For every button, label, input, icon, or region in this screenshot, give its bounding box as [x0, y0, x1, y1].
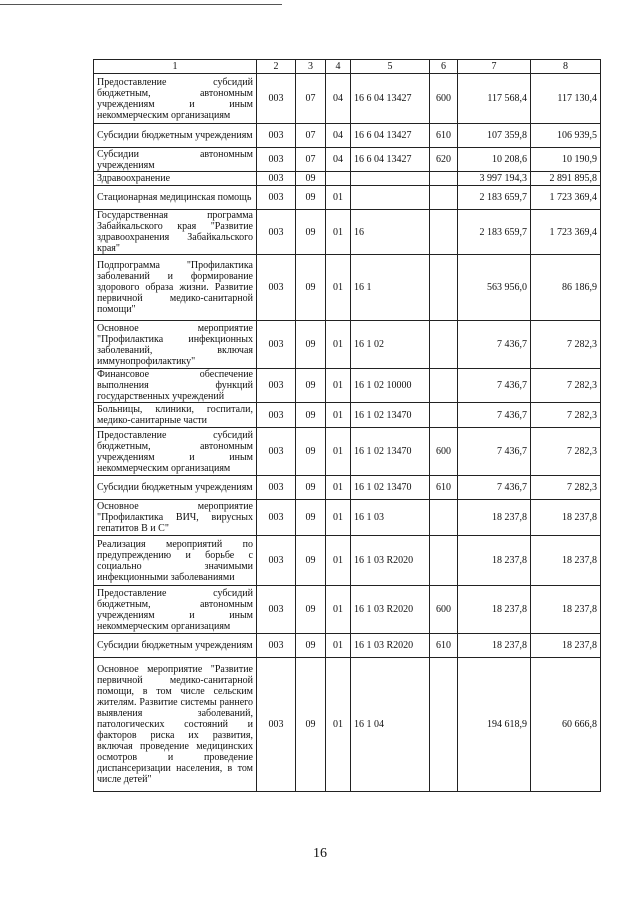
amount-cell: 18 237,8 — [531, 536, 601, 586]
table-row — [94, 586, 601, 634]
target-article-cell: 16 1 03 R2020 — [351, 536, 430, 586]
target-article-cell: 16 1 02 13470 — [351, 403, 430, 428]
section-cell: 09 — [296, 500, 326, 536]
code-cell: 003 — [257, 321, 296, 369]
row-name-cell: Основное мероприятие "Профилактика ВИЧ, вирусных гепатитов В и С" — [94, 500, 257, 536]
col-header: 6 — [430, 60, 458, 74]
expense-type-cell: 600 — [430, 74, 458, 124]
subsection-cell: 01 — [326, 658, 351, 792]
expense-type-cell — [430, 321, 458, 369]
code-cell: 003 — [257, 634, 296, 658]
subsection-cell: 04 — [326, 124, 351, 148]
row-name-cell: Субсидии бюджетным учреждениям — [94, 124, 257, 148]
amount-cell: 2 891 895,8 — [531, 172, 601, 186]
section-cell: 09 — [296, 403, 326, 428]
expense-type-cell: 610 — [430, 476, 458, 500]
amount-cell: 86 186,9 — [531, 255, 601, 321]
expense-type-cell — [430, 403, 458, 428]
amount-cell: 7 436,7 — [458, 369, 531, 403]
amount-cell: 18 237,8 — [458, 586, 531, 634]
row-name-cell: Реализация мероприятий по предупреждению и борьбе с социально значимыми инфекционными заболеваниями — [94, 536, 257, 586]
expense-type-cell — [430, 186, 458, 210]
row-name-cell: Подпрограмма "Профилактика заболеваний и формирование здорового образа жизни. Развитие первичной медико-санитарной помощи" — [94, 255, 257, 321]
amount-cell: 10 190,9 — [531, 148, 601, 172]
table-row — [94, 634, 601, 658]
table-row — [94, 658, 601, 792]
section-cell: 09 — [296, 321, 326, 369]
row-name-cell: Субсидии бюджетным учреждениям — [94, 634, 257, 658]
target-article-cell: 16 1 02 13470 — [351, 476, 430, 500]
section-cell: 09 — [296, 586, 326, 634]
expense-type-cell — [430, 536, 458, 586]
amount-cell: 7 282,3 — [531, 476, 601, 500]
table-row — [94, 321, 601, 369]
amount-cell: 18 237,8 — [458, 536, 531, 586]
subsection-cell: 01 — [326, 634, 351, 658]
expense-type-cell — [430, 172, 458, 186]
code-cell: 003 — [257, 255, 296, 321]
col-header: 4 — [326, 60, 351, 74]
top-rule — [0, 4, 282, 5]
code-cell: 003 — [257, 536, 296, 586]
page-number: 16 — [313, 846, 327, 861]
subsection-cell: 01 — [326, 210, 351, 255]
target-article-cell — [351, 186, 430, 210]
row-name-cell: Больницы, клиники, госпитали, медико-санитарные части — [94, 403, 257, 428]
subsection-cell: 04 — [326, 148, 351, 172]
table-row — [94, 255, 601, 321]
table-row — [94, 172, 601, 186]
amount-cell: 7 282,3 — [531, 369, 601, 403]
row-name-cell: Субсидии бюджетным учреждениям — [94, 476, 257, 500]
section-cell: 09 — [296, 658, 326, 792]
subsection-cell: 01 — [326, 428, 351, 476]
row-name-cell: Предоставление субсидий бюджетным, автономным учреждениям и иным некоммерческим организациям — [94, 74, 257, 124]
table-row — [94, 124, 601, 148]
amount-cell: 117 568,4 — [458, 74, 531, 124]
section-cell: 09 — [296, 634, 326, 658]
col-header: 5 — [351, 60, 430, 74]
subsection-cell — [326, 172, 351, 186]
row-name-cell: Здравоохранение — [94, 172, 257, 186]
amount-cell: 18 237,8 — [458, 634, 531, 658]
code-cell: 003 — [257, 74, 296, 124]
target-article-cell: 16 6 04 13427 — [351, 148, 430, 172]
row-name-cell: Предоставление субсидий бюджетным, автономным учреждениям и иным некоммерческим организациям — [94, 428, 257, 476]
table-row — [94, 148, 601, 172]
expense-type-cell — [430, 500, 458, 536]
amount-cell: 7 282,3 — [531, 321, 601, 369]
section-cell: 09 — [296, 369, 326, 403]
section-cell: 09 — [296, 536, 326, 586]
row-name-cell: Основное мероприятие "Развитие первичной медико-санитарной помощи, в том числе сельским жителям. Развитие системы раннего выявления заболеваний, патологических состояний и факторов риска их развития, включая проведение медицинских осмотров и проведение диспансеризации населения, в том числе детей" — [94, 658, 257, 792]
amount-cell: 106 939,5 — [531, 124, 601, 148]
amount-cell: 7 436,7 — [458, 403, 531, 428]
amount-cell: 18 237,8 — [531, 634, 601, 658]
col-header: 3 — [296, 60, 326, 74]
code-cell: 003 — [257, 369, 296, 403]
code-cell: 003 — [257, 403, 296, 428]
target-article-cell: 16 1 03 — [351, 500, 430, 536]
table-row — [94, 186, 601, 210]
amount-cell: 2 183 659,7 — [458, 210, 531, 255]
code-cell: 003 — [257, 658, 296, 792]
section-cell: 09 — [296, 255, 326, 321]
expense-type-cell: 600 — [430, 428, 458, 476]
row-name-cell: Государственная программа Забайкальского края "Развитие здравоохранения Забайкальского края" — [94, 210, 257, 255]
code-cell: 003 — [257, 186, 296, 210]
amount-cell: 7 436,7 — [458, 428, 531, 476]
amount-cell: 60 666,8 — [531, 658, 601, 792]
row-name-cell: Субсидии автономным учреждениям — [94, 148, 257, 172]
section-cell: 09 — [296, 172, 326, 186]
amount-cell: 1 723 369,4 — [531, 186, 601, 210]
amount-cell: 18 237,8 — [458, 500, 531, 536]
expense-type-cell: 620 — [430, 148, 458, 172]
col-header: 7 — [458, 60, 531, 74]
col-header: 8 — [531, 60, 601, 74]
subsection-cell: 01 — [326, 476, 351, 500]
amount-cell: 7 436,7 — [458, 476, 531, 500]
target-article-cell: 16 1 02 — [351, 321, 430, 369]
section-cell: 07 — [296, 148, 326, 172]
col-header: 1 — [94, 60, 257, 74]
row-name-cell: Основное мероприятие "Профилактика инфекционных заболеваний, включая иммунопрофилактику" — [94, 321, 257, 369]
expense-type-cell — [430, 210, 458, 255]
target-article-cell: 16 1 03 R2020 — [351, 634, 430, 658]
table-row — [94, 536, 601, 586]
subsection-cell: 01 — [326, 321, 351, 369]
amount-cell: 1 723 369,4 — [531, 210, 601, 255]
amount-cell: 3 997 194,3 — [458, 172, 531, 186]
section-cell: 07 — [296, 74, 326, 124]
code-cell: 003 — [257, 428, 296, 476]
subsection-cell: 01 — [326, 255, 351, 321]
code-cell: 003 — [257, 476, 296, 500]
col-header: 2 — [257, 60, 296, 74]
target-article-cell: 16 1 — [351, 255, 430, 321]
subsection-cell: 01 — [326, 186, 351, 210]
code-cell: 003 — [257, 500, 296, 536]
code-cell: 003 — [257, 172, 296, 186]
subsection-cell: 01 — [326, 403, 351, 428]
target-article-cell — [351, 172, 430, 186]
section-cell: 07 — [296, 124, 326, 148]
code-cell: 003 — [257, 586, 296, 634]
row-name-cell: Предоставление субсидий бюджетным, автономным учреждениям и иным некоммерческим организациям — [94, 586, 257, 634]
amount-cell: 7 282,3 — [531, 428, 601, 476]
target-article-cell: 16 1 03 R2020 — [351, 586, 430, 634]
table-row — [94, 369, 601, 403]
subsection-cell: 01 — [326, 536, 351, 586]
target-article-cell: 16 1 02 10000 — [351, 369, 430, 403]
target-article-cell: 16 1 02 13470 — [351, 428, 430, 476]
header-row — [94, 60, 601, 74]
code-cell: 003 — [257, 148, 296, 172]
amount-cell: 10 208,6 — [458, 148, 531, 172]
section-cell: 09 — [296, 476, 326, 500]
expense-type-cell — [430, 255, 458, 321]
amount-cell: 117 130,4 — [531, 74, 601, 124]
table-row — [94, 500, 601, 536]
amount-cell: 7 282,3 — [531, 403, 601, 428]
section-cell: 09 — [296, 210, 326, 255]
expense-type-cell: 600 — [430, 586, 458, 634]
code-cell: 003 — [257, 124, 296, 148]
table-row — [94, 210, 601, 255]
row-name-cell: Финансовое обеспечение выполнения функций государственных учреждений — [94, 369, 257, 403]
subsection-cell: 01 — [326, 500, 351, 536]
section-cell: 09 — [296, 186, 326, 210]
budget-table — [93, 59, 601, 792]
expense-type-cell — [430, 369, 458, 403]
amount-cell: 107 359,8 — [458, 124, 531, 148]
code-cell: 003 — [257, 210, 296, 255]
expense-type-cell — [430, 658, 458, 792]
amount-cell: 563 956,0 — [458, 255, 531, 321]
amount-cell: 194 618,9 — [458, 658, 531, 792]
target-article-cell: 16 6 04 13427 — [351, 124, 430, 148]
subsection-cell: 04 — [326, 74, 351, 124]
expense-type-cell: 610 — [430, 634, 458, 658]
expense-type-cell: 610 — [430, 124, 458, 148]
amount-cell: 18 237,8 — [531, 586, 601, 634]
row-name-cell: Стационарная медицинская помощь — [94, 186, 257, 210]
target-article-cell: 16 1 04 — [351, 658, 430, 792]
target-article-cell: 16 — [351, 210, 430, 255]
table-row — [94, 74, 601, 124]
target-article-cell: 16 6 04 13427 — [351, 74, 430, 124]
amount-cell: 18 237,8 — [531, 500, 601, 536]
table-row — [94, 403, 601, 428]
table-row — [94, 428, 601, 476]
amount-cell: 7 436,7 — [458, 321, 531, 369]
section-cell: 09 — [296, 428, 326, 476]
subsection-cell: 01 — [326, 586, 351, 634]
table-row — [94, 476, 601, 500]
amount-cell: 2 183 659,7 — [458, 186, 531, 210]
subsection-cell: 01 — [326, 369, 351, 403]
